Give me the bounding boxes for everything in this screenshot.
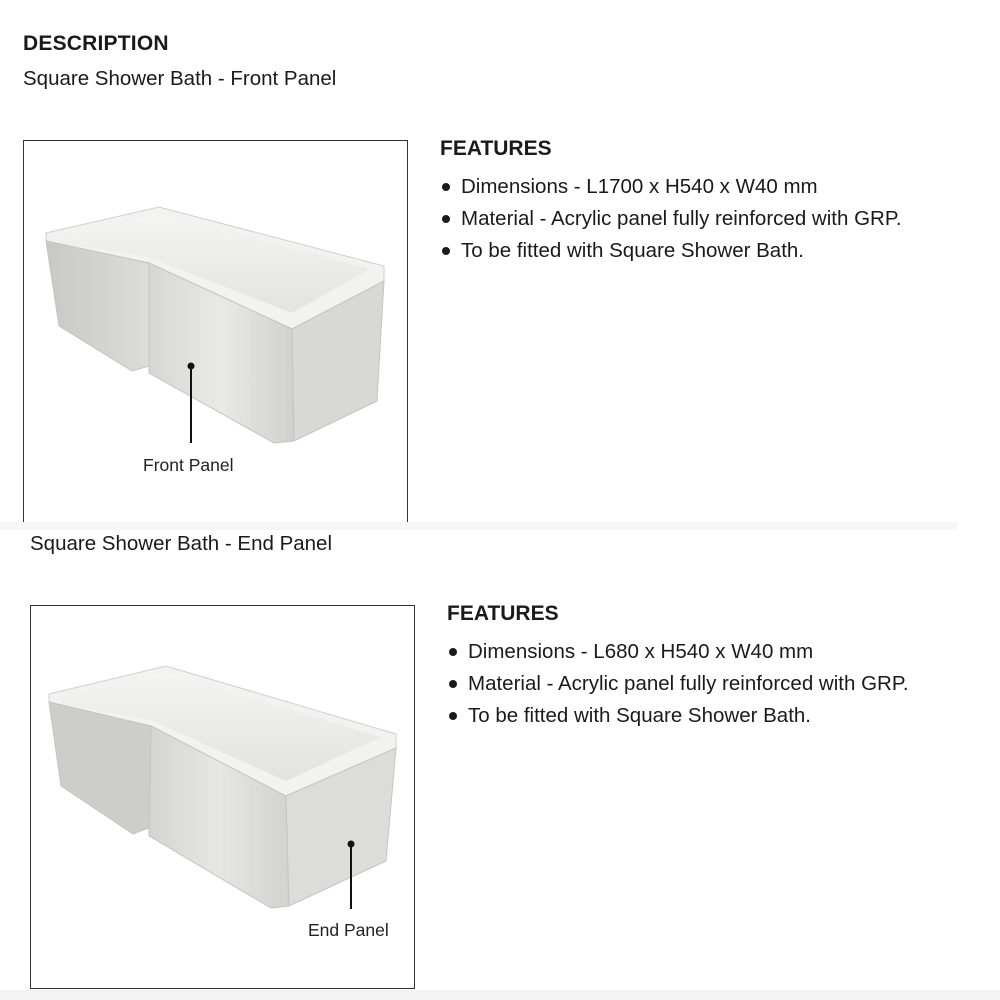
section-divider (0, 522, 958, 530)
end-panel-image (30, 605, 415, 989)
front-panel-subtitle: Square Shower Bath - Front Panel (23, 67, 337, 90)
feature-text: To be fitted with Square Shower Bath. (461, 239, 805, 262)
feature-item (447, 668, 909, 700)
feature-item (447, 636, 909, 668)
feature-text: Material - Acrylic panel fully reinforced with GRP. (461, 207, 902, 230)
feature-text: Dimensions - L1700 x H540 x W40 mm (461, 175, 818, 198)
features-list-end (447, 636, 909, 732)
bottom-divider (0, 990, 1000, 1000)
feature-item (447, 700, 909, 732)
bullet-icon (442, 215, 450, 223)
end-panel-subtitle: Square Shower Bath - End Panel (30, 532, 332, 555)
bullet-icon (442, 247, 450, 255)
feature-text: Dimensions - L680 x H540 x W40 mm (468, 640, 814, 663)
end-panel-label: End Panel (308, 920, 389, 940)
bullet-icon (442, 183, 450, 191)
description-heading: DESCRIPTION (23, 32, 169, 55)
front-panel-image (23, 140, 408, 524)
front-panel-label: Front Panel (143, 455, 234, 475)
bullet-icon (449, 648, 457, 656)
features-heading-end: FEATURES (447, 602, 559, 625)
features-list-front (440, 171, 902, 267)
feature-text: Material - Acrylic panel fully reinforced with GRP. (468, 672, 909, 695)
bullet-icon (449, 712, 457, 720)
feature-item (440, 235, 902, 267)
features-heading-front: FEATURES (440, 137, 552, 160)
feature-item (440, 203, 902, 235)
feature-text: To be fitted with Square Shower Bath. (468, 704, 812, 727)
bullet-icon (449, 680, 457, 688)
feature-item (440, 171, 902, 203)
